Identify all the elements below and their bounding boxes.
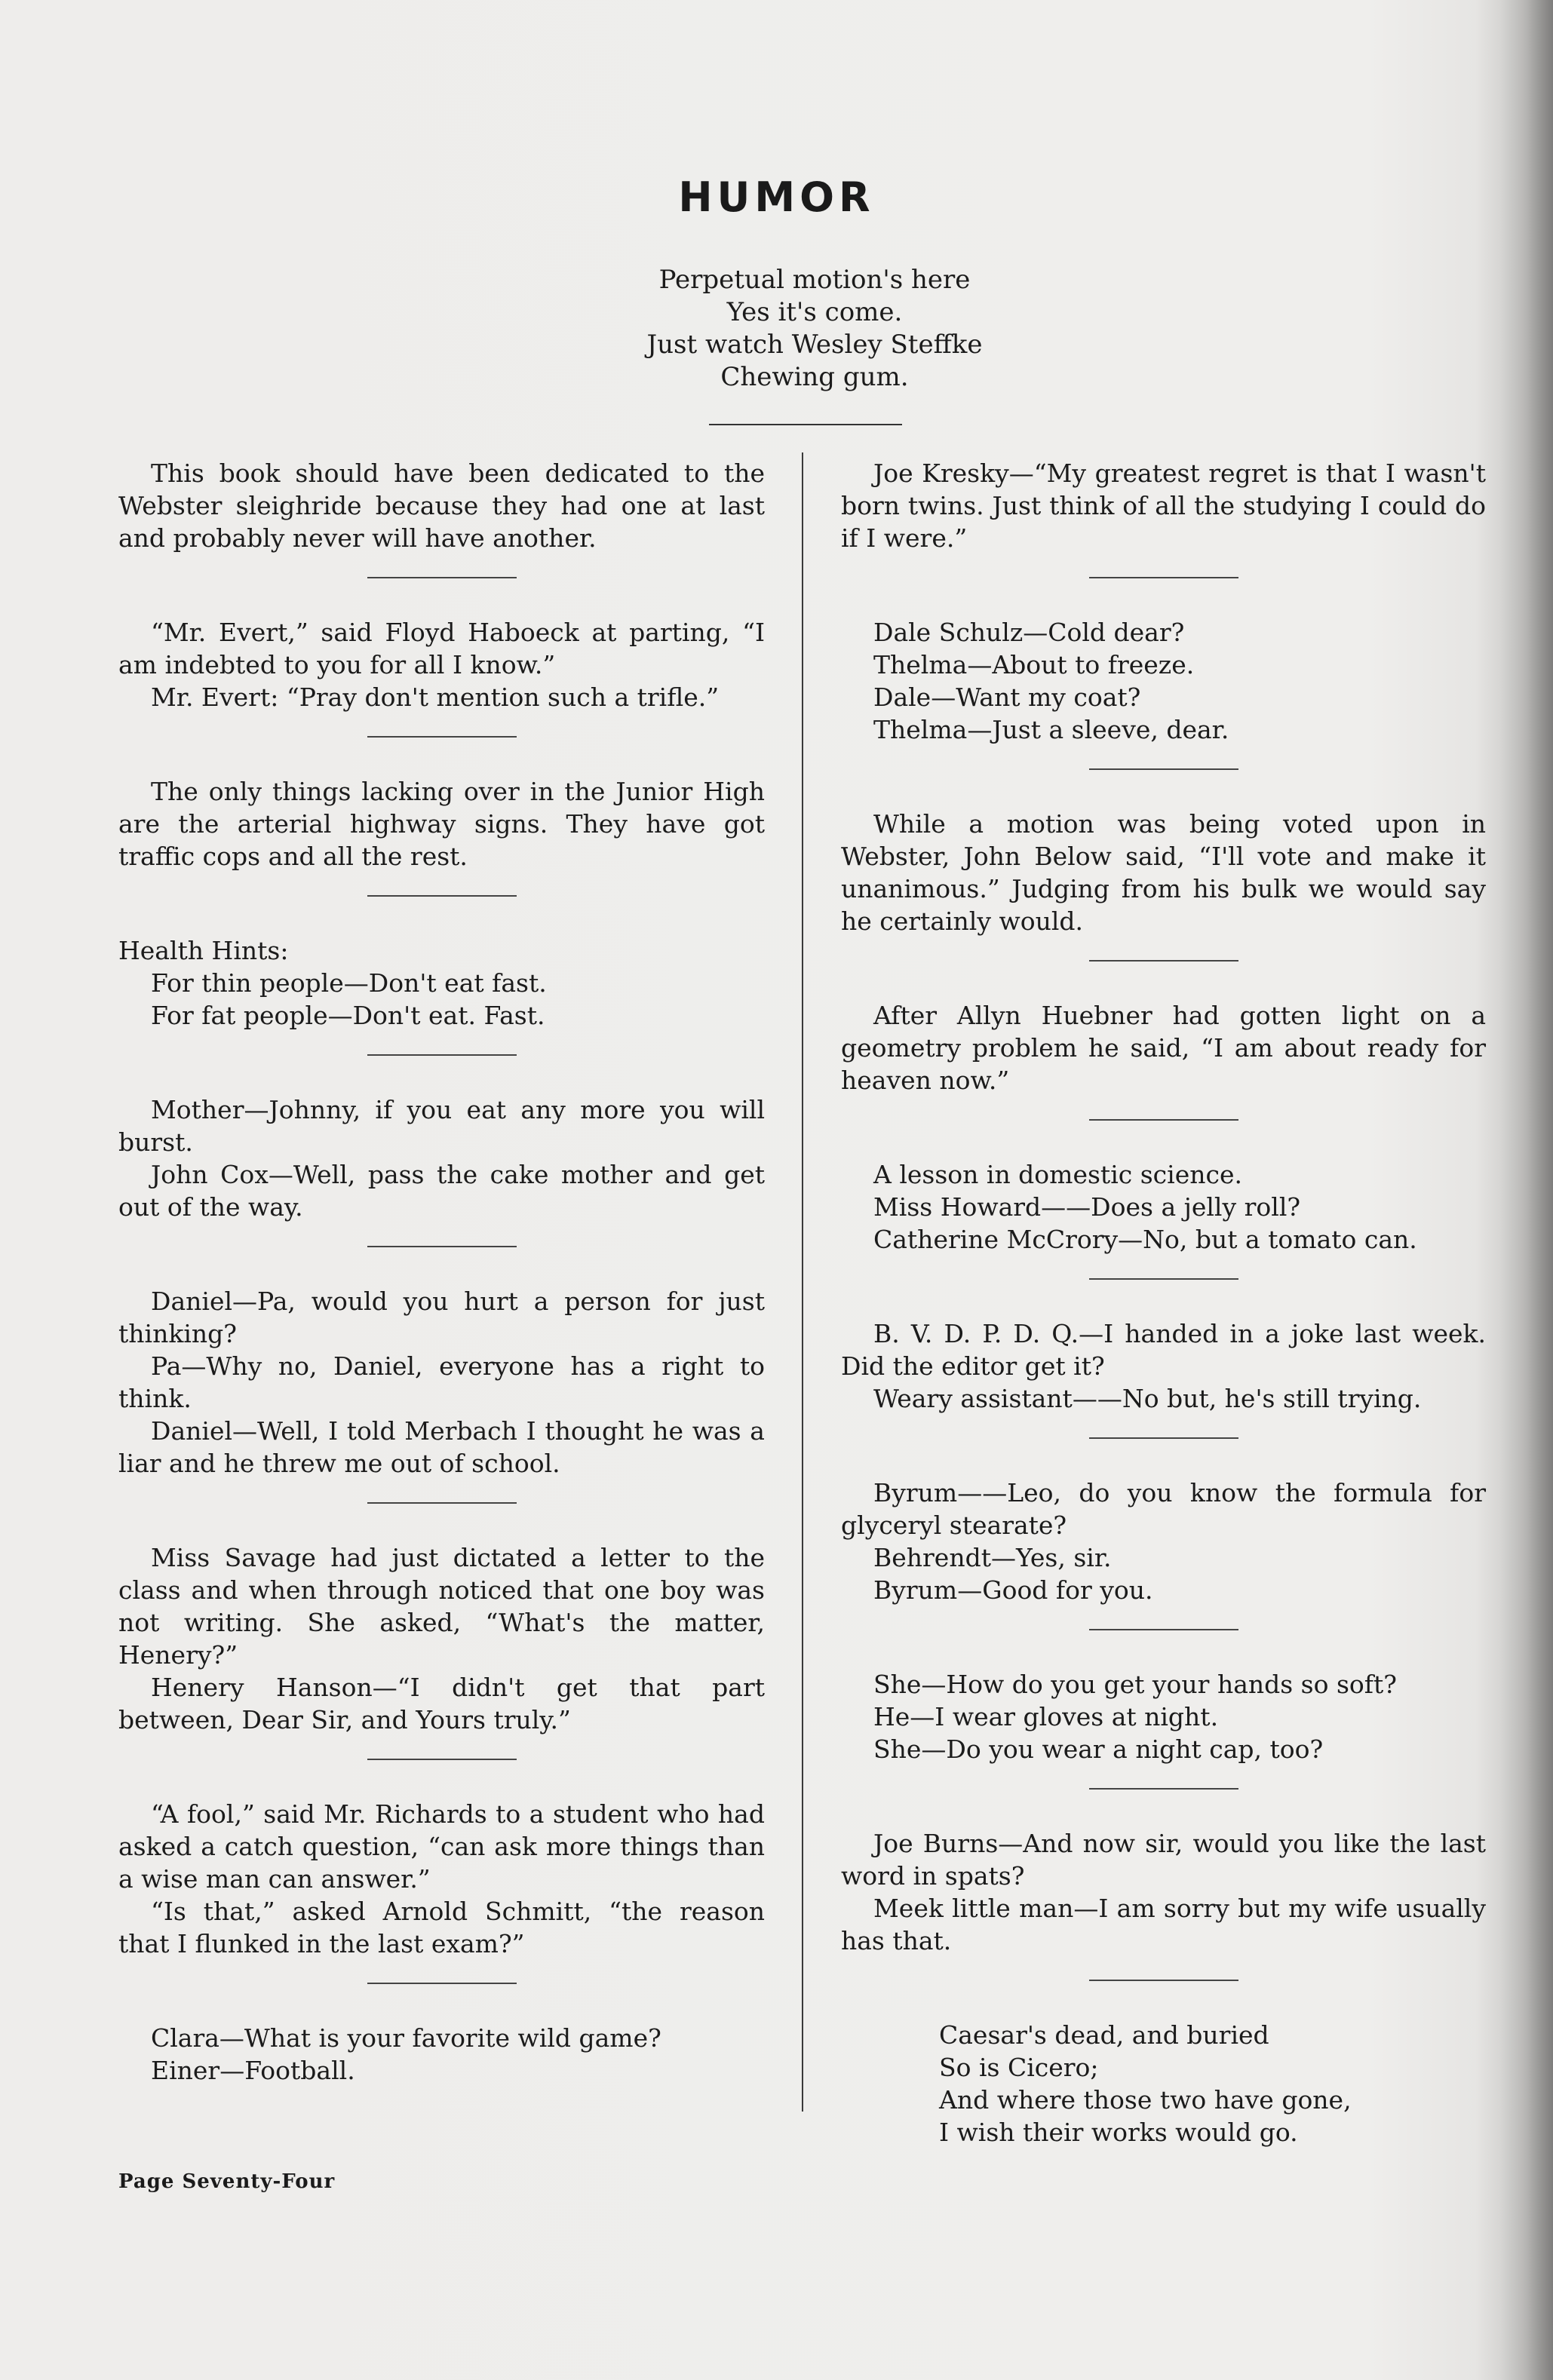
verse-line: Chewing gum.: [720, 362, 909, 392]
joke-text: Henery Hanson—“I didn't get that part between, Dear Sir, and Yours truly.”: [118, 1673, 765, 1734]
right-column: [841, 457, 1486, 2148]
opening-verse: [0, 264, 1553, 394]
joke-text: “A fool,” said Mr. Richards to a student who had asked a catch question, “can ask more things than a wise man can answer.”: [118, 1799, 765, 1894]
joke-separator: [367, 1759, 517, 1760]
joke-separator: [1089, 1119, 1238, 1121]
joke-line: Clara—What is your favorite wild game?: [151, 2023, 661, 2053]
joke-text: “Mr. Evert,” said Floyd Haboeck at parting, “I am indebted to you for all I know.”: [118, 618, 765, 679]
joke-line: For thin people—Don't eat fast.: [151, 968, 547, 998]
joke-item: [118, 1541, 765, 1736]
joke-item: [841, 616, 1486, 746]
joke-line: Dale—Want my coat?: [873, 682, 1141, 712]
joke-line: For fat people—Don't eat. Fast.: [151, 1001, 545, 1030]
joke-separator: [1089, 577, 1238, 578]
joke-line: Byrum—Good for you.: [873, 1575, 1153, 1605]
joke-line: She—How do you get your hands so soft?: [873, 1670, 1397, 1699]
joke-text: Joe Kresky—“My greatest regret is that I wasn't born twins. Just think of all the studying I could do if I were.”: [841, 459, 1486, 553]
joke-line: Behrendt—Yes, sir.: [873, 1543, 1112, 1572]
poem-line: I wish their works would go.: [939, 2118, 1298, 2147]
joke-item: [118, 775, 765, 873]
joke-line: A lesson in domestic science.: [873, 1160, 1242, 1189]
joke-line: Dale Schulz—Cold dear?: [873, 618, 1185, 647]
verse-line: Just watch Wesley Steffke: [646, 330, 983, 360]
closing-poem: [841, 2019, 1486, 2148]
joke-text: Joe Burns—And now sir, would you like the last word in spats?: [841, 1829, 1486, 1891]
joke-text: After Allyn Huebner had gotten light on a geometry problem he said, “I am about ready for heaven now.”: [841, 1001, 1486, 1095]
title-rule: [709, 424, 902, 425]
joke-item: [841, 1477, 1486, 1606]
joke-item: [841, 999, 1486, 1096]
joke-line: Miss Howard——Does a jelly roll?: [873, 1192, 1301, 1222]
joke-separator: [1089, 1278, 1238, 1280]
joke-text: “Is that,” asked Arnold Schmitt, “the reason that I flunked in the last exam?”: [118, 1897, 765, 1958]
left-column: [118, 457, 765, 2087]
joke-separator: [367, 736, 517, 738]
joke-separator: [1089, 1629, 1238, 1630]
page-title: HUMOR: [678, 173, 875, 221]
page-number: Page Seventy-Four: [118, 2170, 336, 2193]
joke-separator: [1089, 1437, 1238, 1439]
joke-text: Daniel—Pa, would you hurt a person for just thinking?: [118, 1287, 765, 1348]
joke-text: Meek little man—I am sorry but my wife usually has that.: [841, 1894, 1486, 1955]
joke-item: [118, 457, 765, 554]
joke-separator: [1089, 768, 1238, 770]
poem-line: And where those two have gone,: [939, 2085, 1352, 2115]
joke-item: [841, 1827, 1486, 1957]
column-divider: [802, 452, 803, 2112]
joke-item: [841, 1317, 1486, 1415]
joke-text: Daniel—Well, I told Merbach I thought he was a liar and he threw me out of school.: [118, 1416, 765, 1478]
joke-text: This book should have been dedicated to the Webster sleighride because they had one at last and probably never will have another.: [118, 459, 765, 553]
joke-separator: [367, 1983, 517, 1984]
joke-item: [118, 1093, 765, 1223]
joke-text: Mr. Evert: “Pray don't mention such a trifle.”: [151, 682, 720, 712]
joke-text: Miss Savage had just dictated a letter to the class and when through noticed that one boy was not writing. She asked, “What's the matter, Henery?”: [118, 1543, 765, 1670]
joke-line: Einer—Football.: [151, 2056, 355, 2085]
verse-line: Perpetual motion's here: [658, 265, 971, 295]
joke-separator: [1089, 960, 1238, 962]
joke-item: [118, 1798, 765, 1960]
joke-text: Byrum——Leo, do you know the formula for glyceryl stearate?: [841, 1478, 1486, 1540]
joke-text: B. V. D. P. D. Q.—I handed in a joke last week. Did the editor get it?: [841, 1319, 1486, 1381]
joke-text: Pa—Why no, Daniel, everyone has a right to think.: [118, 1351, 765, 1413]
joke-heading: Health Hints:: [118, 936, 289, 965]
joke-item: [118, 2022, 765, 2087]
joke-separator: [367, 1054, 517, 1056]
joke-text: Weary assistant——No but, he's still trying.: [873, 1384, 1422, 1413]
joke-text: Mother—Johnny, if you eat any more you will burst.: [118, 1095, 765, 1157]
joke-item: [118, 616, 765, 713]
joke-item: [841, 808, 1486, 937]
joke-line: Catherine McCrory—No, but a tomato can.: [873, 1225, 1417, 1254]
joke-separator: [367, 1502, 517, 1504]
joke-line: He—I wear gloves at night.: [873, 1702, 1219, 1731]
joke-separator: [367, 1246, 517, 1247]
joke-item: [841, 457, 1486, 554]
joke-separator: [367, 895, 517, 897]
joke-line: Thelma—About to freeze.: [873, 650, 1195, 679]
joke-item: [118, 1285, 765, 1480]
joke-separator: [1089, 1788, 1238, 1790]
joke-line: Thelma—Just a sleeve, dear.: [873, 715, 1229, 744]
joke-item: [841, 1668, 1486, 1765]
joke-text: While a motion was being voted upon in Webster, John Below said, “I'll vote and make it unanimous.” Judging from his bulk we would say he certainly would.: [841, 809, 1486, 936]
joke-text: John Cox—Well, pass the cake mother and get out of the way.: [118, 1160, 765, 1222]
joke-item: [118, 934, 765, 1032]
poem-line: So is Cicero;: [939, 2053, 1099, 2082]
joke-separator: [367, 577, 517, 578]
poem-line: Caesar's dead, and buried: [939, 2020, 1269, 2050]
joke-item: [841, 1158, 1486, 1256]
joke-text: The only things lacking over in the Junior High are the arterial highway signs. They have got traffic cops and all the rest.: [118, 777, 765, 871]
joke-separator: [1089, 1980, 1238, 1981]
verse-line: Yes it's come.: [726, 297, 903, 327]
joke-line: She—Do you wear a night cap, too?: [873, 1734, 1324, 1764]
